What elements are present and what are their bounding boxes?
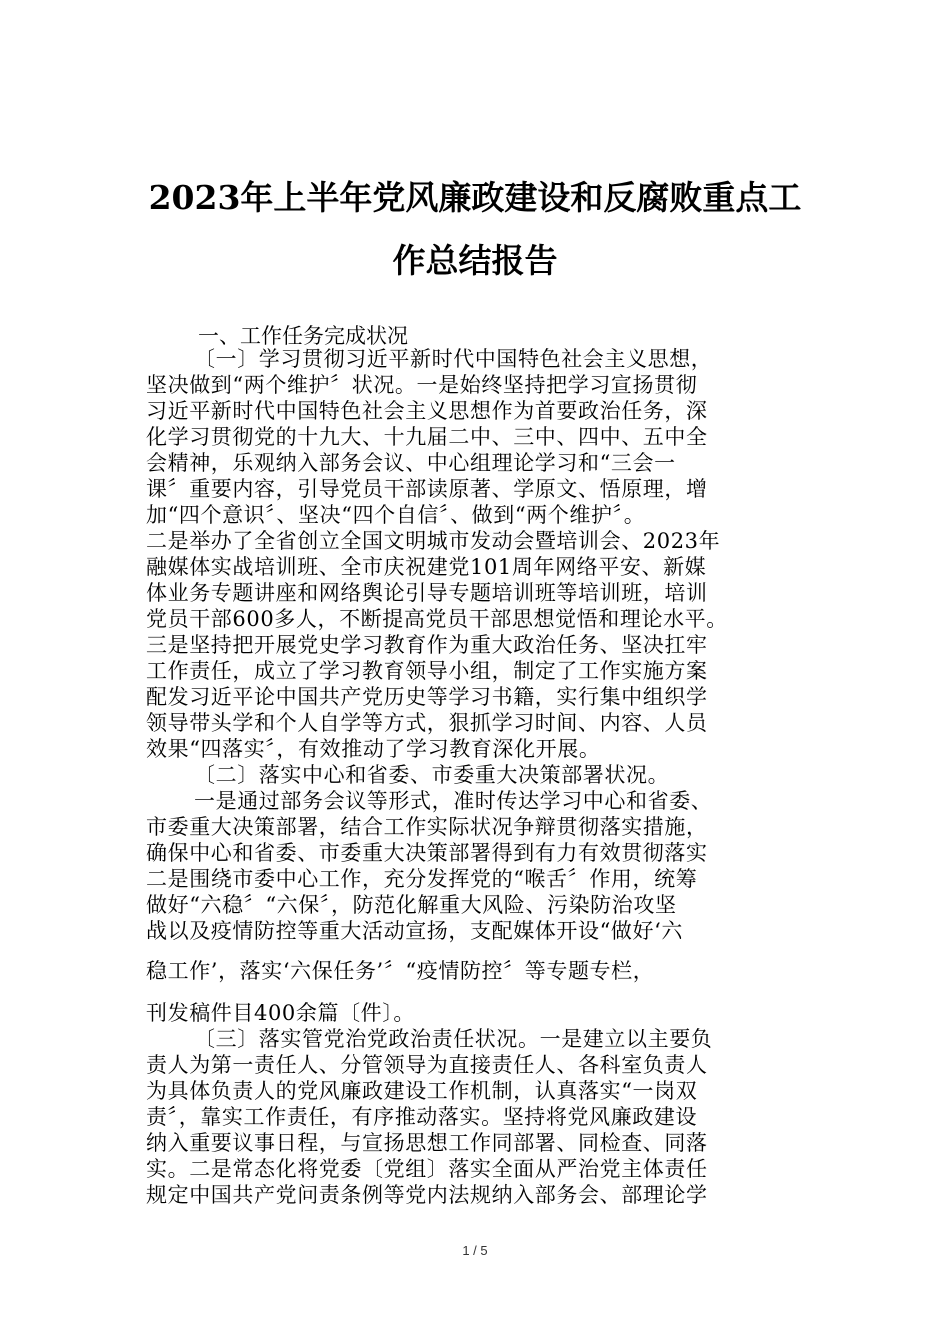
paragraph-line: 实。二是常态化将党委〔党组〕落实全面从严治党主体责任 bbox=[146, 1157, 708, 1181]
paragraph-line: 为具体负责人的党风廉政建设工作机制，认真落实“一岗双 bbox=[146, 1079, 698, 1103]
paragraph-line: 战以及疫情防控等重大活动宣扬，支配媒体开设“做好‘六 bbox=[146, 919, 684, 943]
paragraph-line: 三是坚持把开展党史学习教育作为重大政治任务、坚决扛牢 bbox=[146, 633, 708, 657]
paragraph-line: 化学习贯彻党的十九大、十九届二中、三中、四中、五中全 bbox=[146, 425, 708, 449]
paragraph-line: 工作责任，成立了学习教育领导小组，制定了工作实施方案 bbox=[146, 659, 708, 683]
paragraph-line: 刊发稿件目400余篇〔件〕。 bbox=[146, 1001, 415, 1025]
section-heading: 一、工作任务完成状况 bbox=[198, 324, 408, 348]
paragraph-line: 责人为第一责任人、分管领导为直接责任人、各科室负责人 bbox=[146, 1053, 708, 1077]
paragraph-line: 加“四个意识〞、坚决“四个自信〞、做到“两个维护〞。 bbox=[146, 503, 646, 527]
paragraph-line: 一是通过部务会议等形式，准时传达学习中心和省委、 bbox=[194, 789, 713, 813]
paragraph-line: 坚决做到“两个维护〞状况。一是始终坚持把学习宣扬贯彻 bbox=[146, 373, 698, 397]
paragraph-line: 融媒体实战培训班、全市庆祝建党101周年网络平安、新媒 bbox=[146, 555, 707, 579]
paragraph-line: 责〞，靠实工作责任，有序推动落实。坚持将党风廉政建设 bbox=[146, 1105, 698, 1129]
paragraph-line: 效果“四落实〞，有效推动了学习教育深化开展。 bbox=[146, 737, 601, 761]
paragraph-line: 二是举办了全省创立全国文明城市发动会暨培训会、2023年 bbox=[146, 529, 721, 553]
paragraph-line: 领导带头学和个人自学等方式，狠抓学习时间、内容、人员 bbox=[146, 711, 708, 735]
paragraph-line: 〔二〕落实中心和省委、市委重大决策部署状况。 bbox=[194, 763, 670, 787]
paragraph-line: 稳工作’，落实‘六保任务’〞“疫情防控〞等专题专栏， bbox=[146, 959, 655, 983]
paragraph-line: 纳入重要议事日程，与宣扬思想工作同部署、同检查、同落 bbox=[146, 1131, 708, 1155]
document-title-line-2: 作总结报告 bbox=[392, 241, 558, 280]
document-title-line-1: 2023年上半年党风廉政建设和反腐败重点工 bbox=[148, 178, 802, 217]
paragraph-line: 会精神，乐观纳入部务会议、中心组理论学习和“三会一 bbox=[146, 451, 676, 475]
page-number: 1 / 5 bbox=[462, 1243, 488, 1258]
paragraph-line: 习近平新时代中国特色社会主义思想作为首要政治任务，深 bbox=[146, 399, 708, 423]
paragraph-line: 规定中国共产党问责条例等党内法规纳入部务会、部理论学 bbox=[146, 1183, 708, 1207]
paragraph-line: 〔三〕落实管党治党政治责任状况。一是建立以主要负 bbox=[194, 1027, 713, 1051]
paragraph-line: 配发习近平论中国共产党历史等学习书籍，实行集中组织学 bbox=[146, 685, 708, 709]
paragraph-line: 课〞重要内容，引导党员干部读原著、学原文、悟原理，增 bbox=[146, 477, 708, 501]
paragraph-line: 党员干部600多人，不断提高党员干部思想觉悟和理论水平。 bbox=[146, 607, 728, 631]
paragraph-line: 市委重大决策部署，结合工作实际状况争辩贯彻落实措施， bbox=[146, 815, 708, 839]
paragraph-line: 〔一〕学习贯彻习近平新时代中国特色社会主义思想， bbox=[194, 347, 713, 371]
paragraph-line: 做好“六稳〞“六保〞，防范化解重大风险、污染防治攻坚 bbox=[146, 893, 677, 917]
paragraph-line: 二是围绕市委中心工作，充分发挥党的“喉舌〞作用，统筹 bbox=[146, 867, 698, 891]
paragraph-line: 确保中心和省委、市委重大决策部署得到有力有效贯彻落实 bbox=[146, 841, 708, 865]
paragraph-line: 体业务专题讲座和网络舆论引导专题培训班等培训班，培训 bbox=[146, 581, 708, 605]
